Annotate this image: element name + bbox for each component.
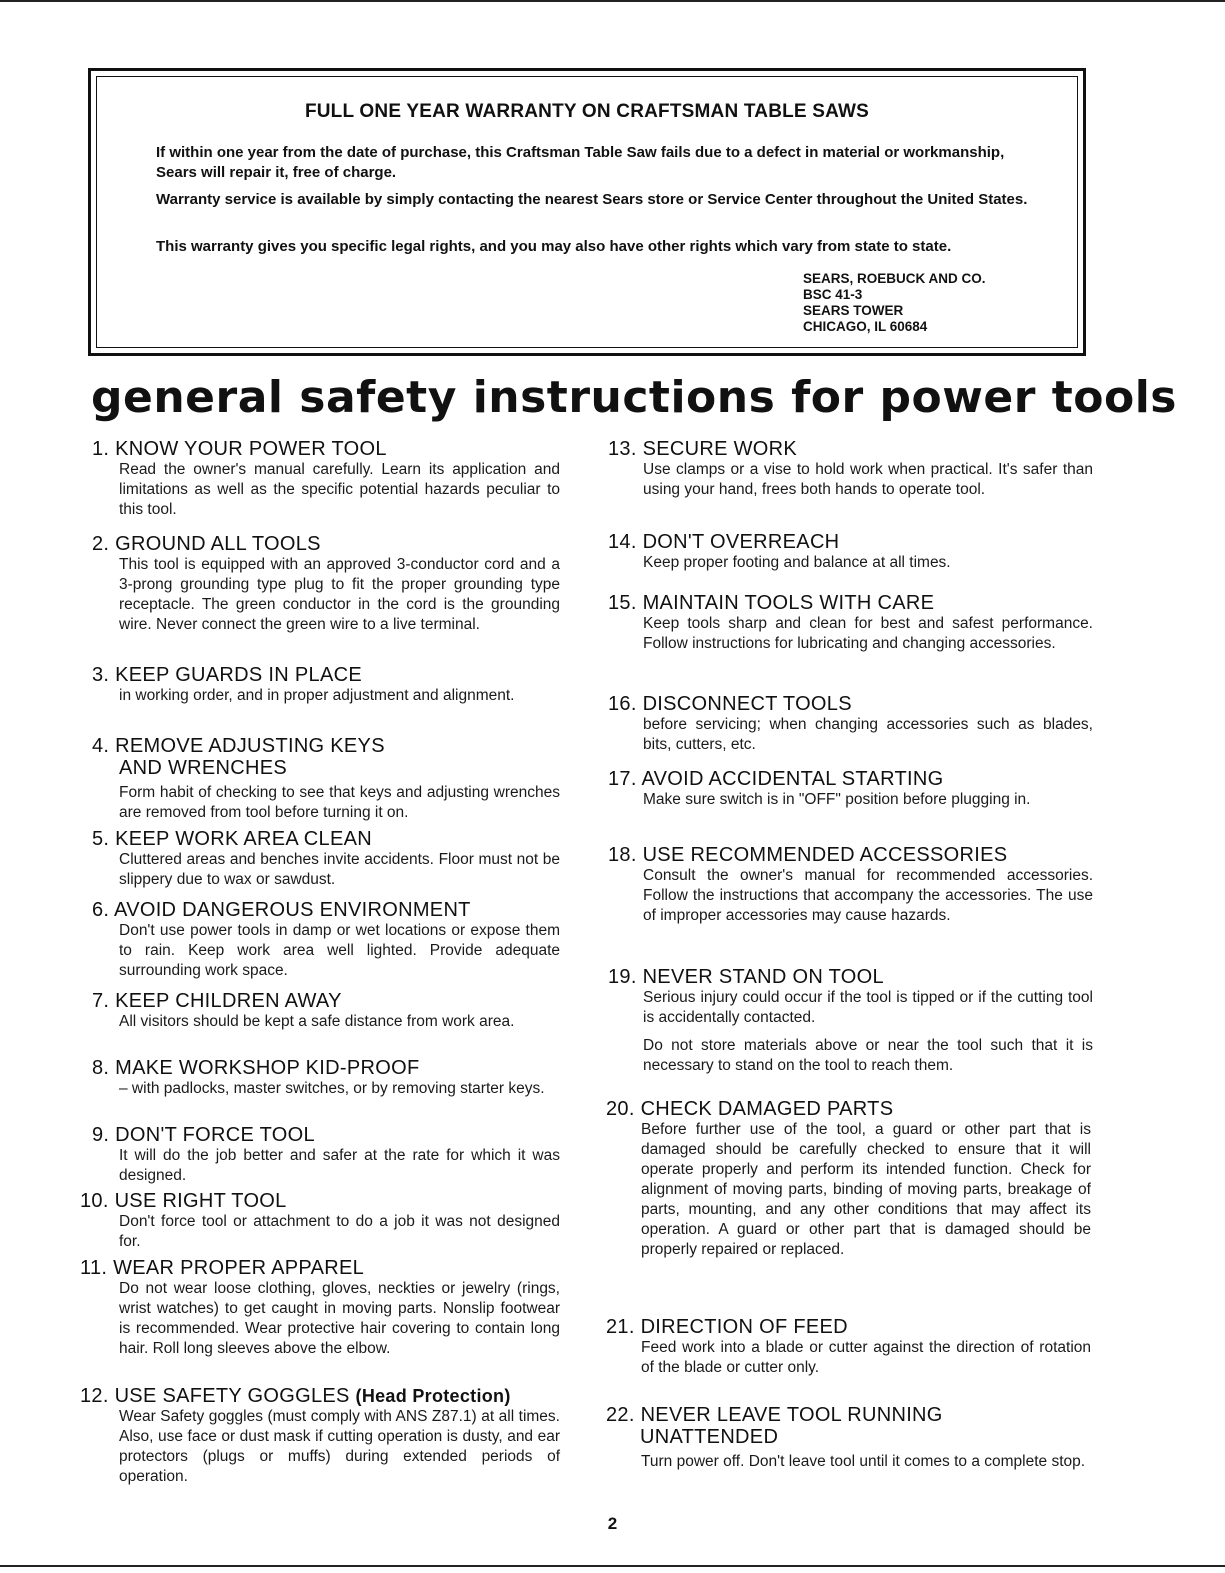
- item-heading: [608, 693, 1093, 715]
- item-number: 9.: [92, 1124, 110, 1146]
- item-number: 13.: [608, 438, 637, 460]
- safety-item: [606, 1316, 1091, 1378]
- item-body: Before further use of the tool, a guard or other part that is damaged should be carefully checked to ensure that it will operate properly and perform its intended function. Check for alignment of moving parts, binding of moving parts, breakage of parts, mounting, and any other conditions that may affect its operation. A guard or other part that is damaged should be properly repaired or replaced.: [641, 1121, 1091, 1258]
- warranty-address: [803, 271, 986, 335]
- item-number: 16.: [608, 693, 637, 715]
- item-body: Turn power off. Don't leave tool until it comes to a complete stop.: [641, 1453, 1086, 1470]
- item-title: WEAR PROPER APPAREL: [113, 1257, 365, 1279]
- item-body: Form habit of checking to see that keys and adjusting wrenches are removed from tool before turning it on.: [119, 784, 560, 821]
- item-number: 1.: [92, 438, 110, 460]
- item-heading: [80, 1385, 560, 1407]
- item-heading: [92, 828, 560, 850]
- item-body: It will do the job better and safer at the rate for which it was designed.: [119, 1147, 560, 1184]
- item-title: DIRECTION OF FEED: [640, 1316, 848, 1338]
- item-title: NEVER LEAVE TOOL RUNNING: [640, 1404, 943, 1426]
- address-line: CHICAGO, IL 60684: [803, 319, 928, 334]
- item-body: before servicing; when changing accessories such as blades, bits, cutters, etc.: [643, 716, 1093, 753]
- item-number: 14.: [608, 531, 637, 553]
- item-heading: [92, 438, 560, 460]
- item-body: Do not wear loose clothing, gloves, neckties or jewelry (rings, wrist watches) to get caught in moving parts. Nonslip footwear is recommended. Wear protective hair covering to contain long hair. Roll long sleeves above the elbow.: [119, 1280, 560, 1357]
- item-number: 18.: [608, 844, 637, 866]
- item-body: – with padlocks, master switches, or by removing starter keys.: [119, 1080, 545, 1097]
- item-heading: [608, 592, 1093, 614]
- item-title: DON'T FORCE TOOL: [115, 1124, 315, 1146]
- item-body: Use clamps or a vise to hold work when practical. It's safer than using your hand, frees both hands to operate tool.: [643, 461, 1093, 498]
- safety-item: [80, 1257, 560, 1359]
- item-body: Consult the owner's manual for recommended accessories. Follow the instructions that accompany the accessories. The use of improper accessories may cause hazards.: [643, 867, 1093, 924]
- warranty-paragraph: This warranty gives you specific legal rights, and you may also have other rights which vary from state to state.: [156, 238, 952, 255]
- safety-item: [92, 990, 560, 1032]
- safety-item: [92, 533, 560, 635]
- item-heading: [606, 1098, 1091, 1120]
- safety-item: [92, 438, 560, 520]
- item-number: 10.: [80, 1190, 109, 1212]
- item-body: Serious injury could occur if the tool is tipped or if the cutting tool is accidentally contacted.: [643, 989, 1093, 1026]
- item-title: USE RECOMMENDED ACCESSORIES: [642, 844, 1008, 866]
- item-title: AVOID ACCIDENTAL STARTING: [641, 768, 944, 790]
- item-body: Read the owner's manual carefully. Learn its application and limitations as well as the specific potential hazards peculiar to this tool.: [119, 461, 560, 518]
- item-number: 7.: [92, 990, 110, 1012]
- warranty-paragraph: Warranty service is available by simply contacting the nearest Sears store or Service Center throughout the United States.: [156, 191, 1028, 208]
- item-title: MAKE WORKSHOP KID-PROOF: [115, 1057, 420, 1079]
- item-title: DISCONNECT TOOLS: [642, 693, 852, 715]
- item-title-continued: UNATTENDED: [640, 1426, 779, 1448]
- item-body: Feed work into a blade or cutter against the direction of rotation of the blade or cutter only.: [641, 1339, 1091, 1376]
- item-body: This tool is equipped with an approved 3-conductor cord and a 3-prong grounding type plug to fit the proper grounding type receptacle. The green conductor in the cord is the grounding wire. Never connect the green wire to a live terminal.: [119, 556, 560, 633]
- item-title: KEEP WORK AREA CLEAN: [115, 828, 372, 850]
- item-number: 20.: [606, 1098, 635, 1120]
- address-line: BSC 41-3: [803, 287, 863, 302]
- safety-item: [608, 693, 1093, 755]
- safety-item: [608, 531, 1093, 573]
- item-title: DON'T OVERREACH: [642, 531, 840, 553]
- item-number: 11.: [80, 1257, 108, 1279]
- item-number: 2.: [92, 533, 110, 555]
- item-title: MAINTAIN TOOLS WITH CARE: [642, 592, 935, 614]
- item-title: SECURE WORK: [642, 438, 797, 460]
- item-title-suffix: (Head Protection): [355, 1386, 511, 1406]
- item-title: USE SAFETY GOGGLES: [114, 1385, 350, 1407]
- safety-item: [92, 735, 560, 823]
- safety-item: [608, 592, 1093, 654]
- item-title: CHECK DAMAGED PARTS: [640, 1098, 894, 1120]
- item-title: NEVER STAND ON TOOL: [642, 966, 884, 988]
- address-line: SEARS TOWER: [803, 303, 904, 318]
- item-body: Cluttered areas and benches invite accidents. Floor must not be slippery due to wax or sawdust.: [119, 851, 560, 888]
- item-number: 19.: [608, 966, 637, 988]
- item-title: KEEP CHILDREN AWAY: [115, 990, 342, 1012]
- item-number: 4.: [92, 735, 110, 757]
- item-heading: [606, 1404, 1091, 1426]
- item-number: 6.: [92, 899, 110, 921]
- warranty-box: [88, 68, 1086, 356]
- safety-item: [92, 1057, 560, 1099]
- safety-item: [92, 899, 560, 981]
- item-heading: [92, 990, 560, 1012]
- item-body: All visitors should be kept a safe distance from work area.: [119, 1013, 515, 1030]
- item-heading: [608, 438, 1093, 460]
- item-title: REMOVE ADJUSTING KEYS: [115, 735, 385, 757]
- item-heading: [80, 1257, 560, 1279]
- bottom-rule: [0, 1565, 1225, 1567]
- item-title: GROUND ALL TOOLS: [115, 533, 321, 555]
- item-title: KNOW YOUR POWER TOOL: [115, 438, 387, 460]
- safety-item: [80, 1385, 560, 1487]
- item-body: Don't force tool or attachment to do a job it was not designed for.: [119, 1213, 560, 1250]
- item-heading: [608, 531, 1093, 553]
- item-title: AVOID DANGEROUS ENVIRONMENT: [114, 899, 471, 921]
- item-heading: [606, 1316, 1091, 1338]
- item-number: 3.: [92, 664, 110, 686]
- item-number: 21.: [606, 1316, 635, 1338]
- safety-item: [92, 1124, 560, 1186]
- safety-item: [608, 966, 1093, 1076]
- safety-item: [608, 844, 1093, 926]
- safety-item: [92, 828, 560, 890]
- item-title: KEEP GUARDS IN PLACE: [115, 664, 362, 686]
- item-heading: [92, 533, 560, 555]
- item-heading: [92, 664, 560, 686]
- item-heading: [92, 735, 560, 757]
- safety-item: [606, 1098, 1091, 1260]
- item-body: Make sure switch is in "OFF" position before plugging in.: [643, 791, 1031, 808]
- item-title-continued: AND WRENCHES: [119, 757, 288, 779]
- item-body: Keep proper footing and balance at all times.: [643, 554, 951, 571]
- item-heading: [92, 1057, 560, 1079]
- safety-item: [608, 438, 1093, 500]
- item-heading: [608, 966, 1093, 988]
- safety-item: [608, 768, 1093, 810]
- safety-item: [92, 664, 560, 706]
- item-number: 5.: [92, 828, 110, 850]
- safety-item: [606, 1404, 1091, 1472]
- top-rule: [0, 0, 1225, 2]
- page-number: 2: [607, 1514, 618, 1533]
- safety-item: [80, 1190, 560, 1252]
- item-heading: [80, 1190, 560, 1212]
- item-number: 12.: [80, 1385, 109, 1407]
- item-body: Keep tools sharp and clean for best and safest performance. Follow instructions for lubricating and changing accessories.: [643, 615, 1093, 652]
- warranty-title: FULL ONE YEAR WARRANTY ON CRAFTSMAN TABLE SAWS: [304, 101, 870, 122]
- item-number: 17.: [608, 768, 637, 790]
- item-number: 8.: [92, 1057, 110, 1079]
- item-body: Do not store materials above or near the tool such that it is necessary to stand on the tool to reach them.: [643, 1037, 1093, 1074]
- warranty-paragraph: If within one year from the date of purchase, this Craftsman Table Saw fails due to a defect in material or workmanship, Sears will repair it, free of charge.: [156, 144, 1005, 181]
- item-body: Wear Safety goggles (must comply with ANS Z87.1) at all times. Also, use face or dust mask if cutting operation is dusty, and ear protectors (plugs or muffs) during extended periods of operation.: [119, 1408, 560, 1485]
- item-heading: [608, 844, 1093, 866]
- item-body: in working order, and in proper adjustment and alignment.: [119, 687, 515, 704]
- item-heading: [92, 899, 560, 921]
- item-number: 22.: [606, 1404, 635, 1426]
- item-heading: [608, 768, 1093, 790]
- item-title: USE RIGHT TOOL: [114, 1190, 287, 1212]
- item-heading: [92, 1124, 560, 1146]
- item-body: Don't use power tools in damp or wet locations or expose them to rain. Keep work area well lighted. Provide adequate surrounding work space.: [119, 922, 560, 979]
- item-number: 15.: [608, 592, 637, 614]
- address-line: SEARS, ROEBUCK AND CO.: [803, 271, 986, 286]
- page-title: general safety instructions for power tools: [91, 372, 1177, 423]
